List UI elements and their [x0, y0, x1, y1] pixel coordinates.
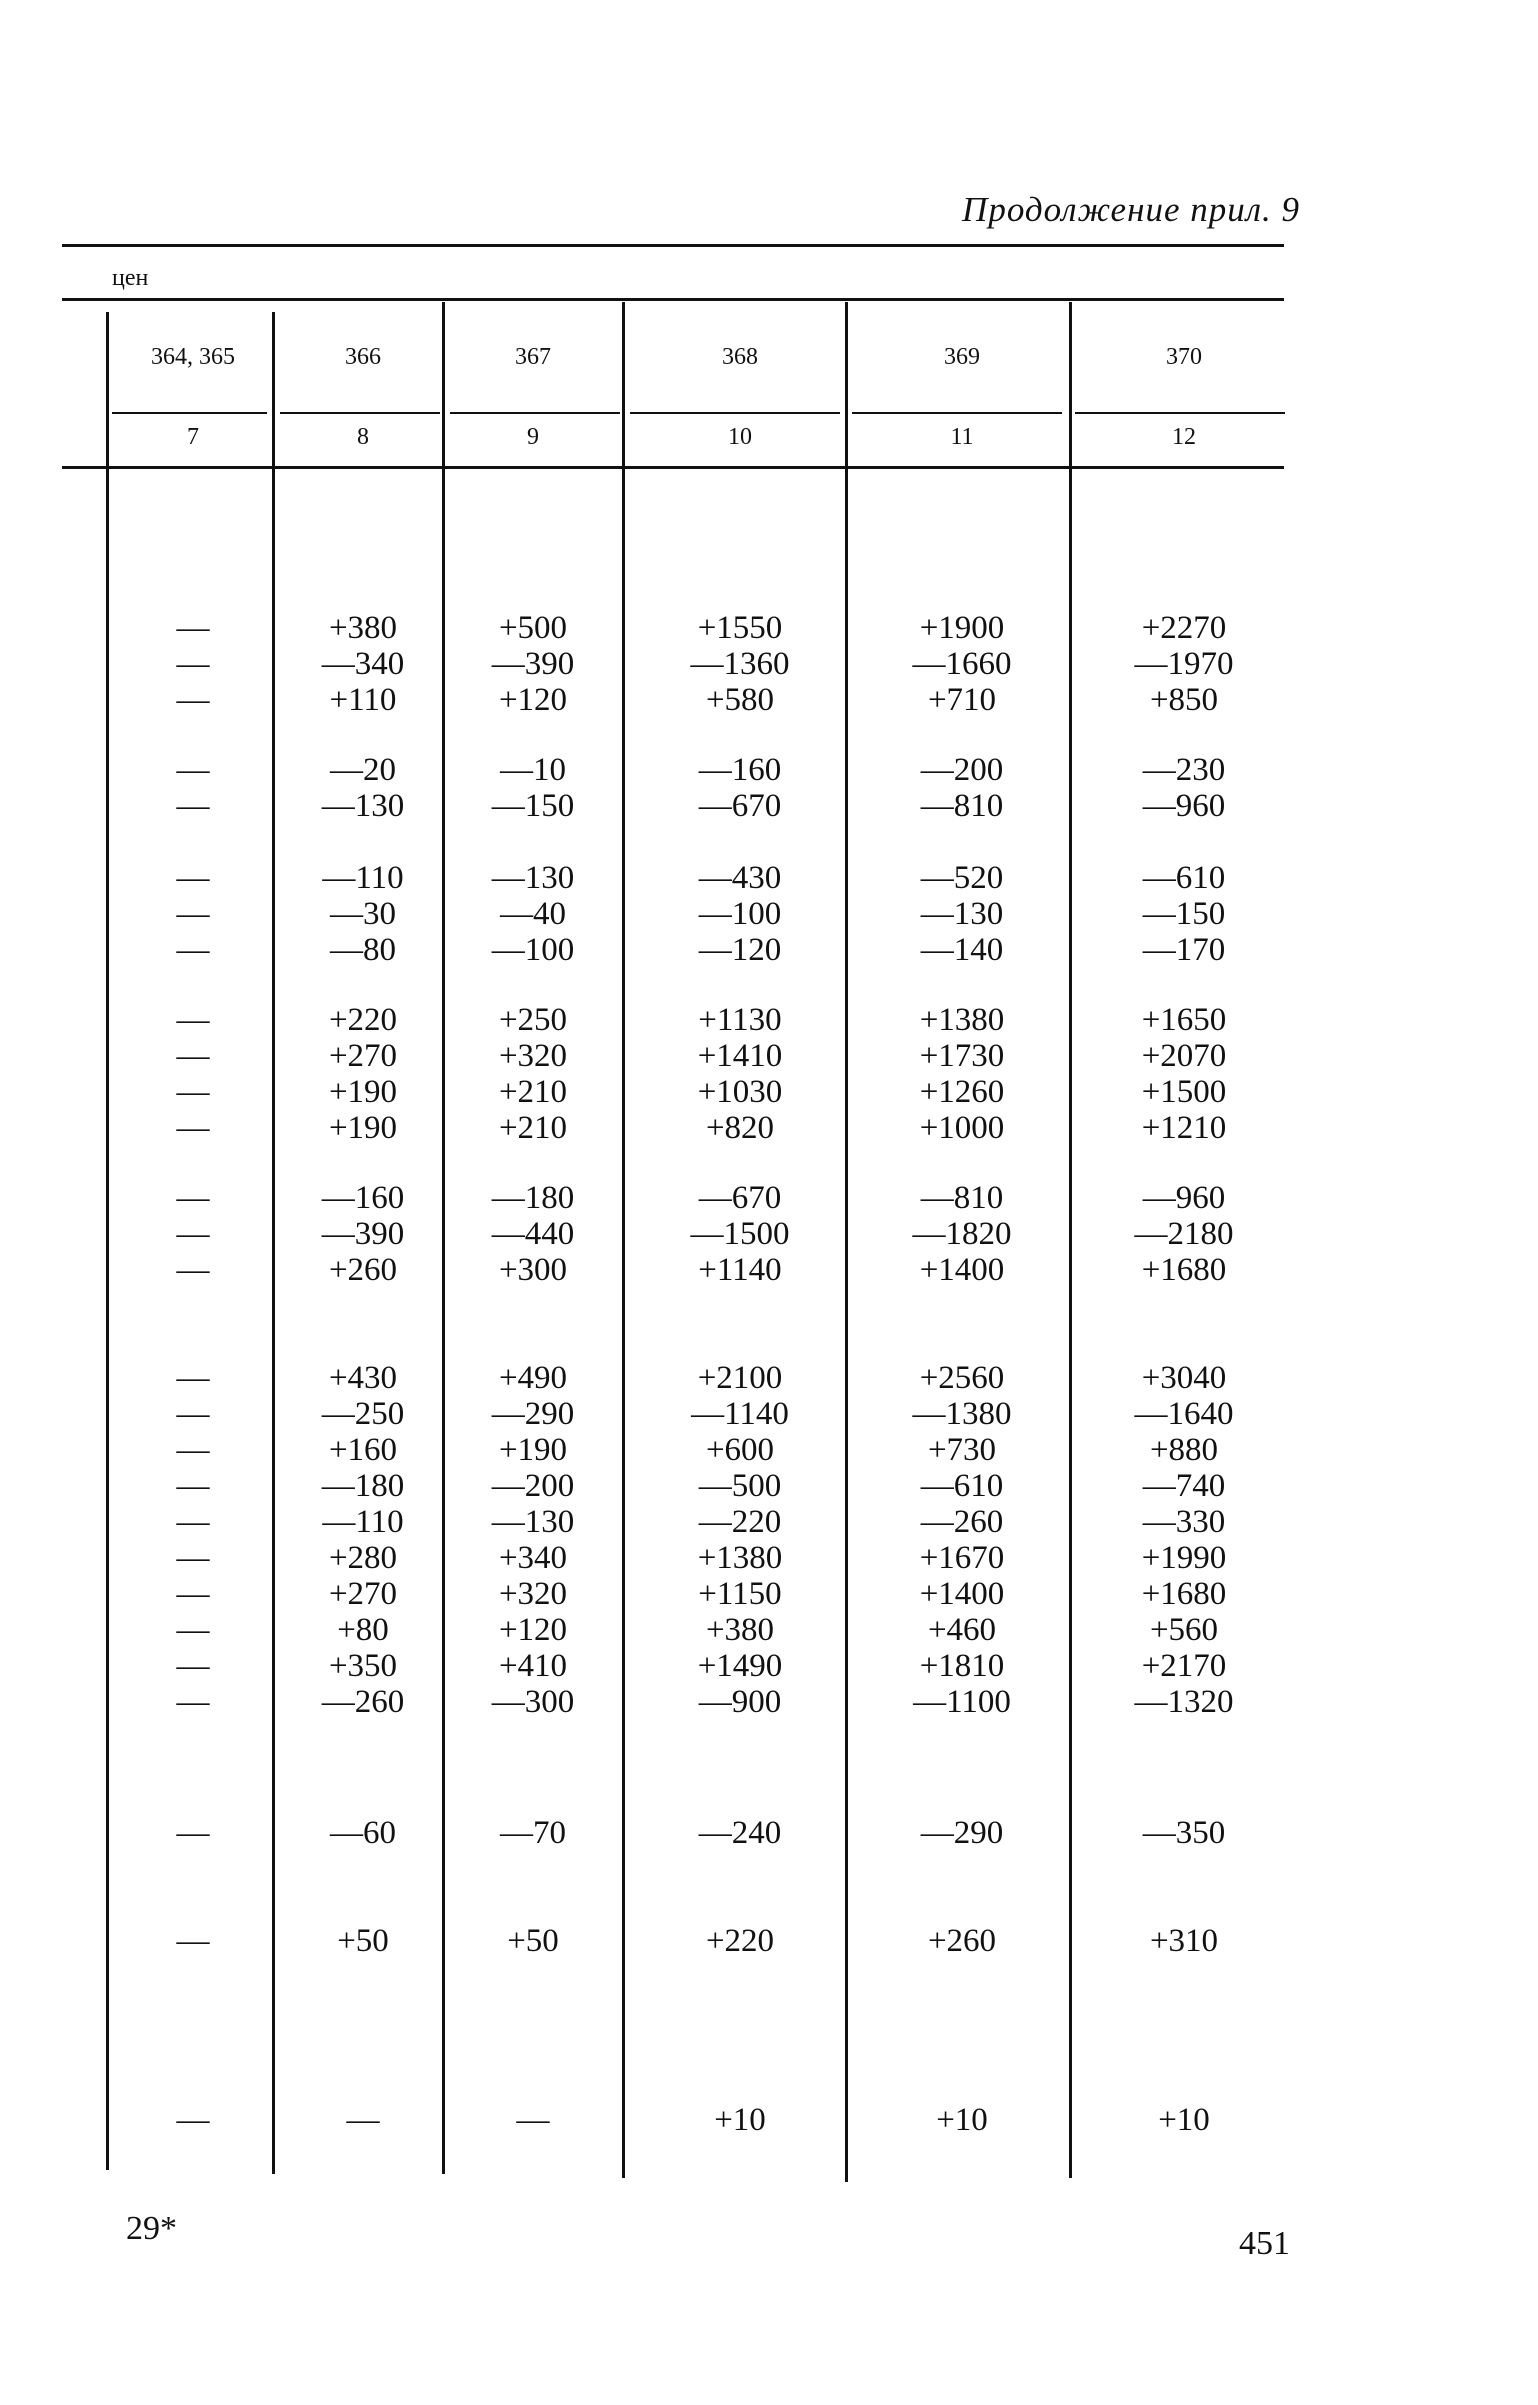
table-cell: +1410 [697, 1038, 783, 1074]
table-cell: +460 [927, 1612, 997, 1648]
column-number: 9 [527, 424, 539, 450]
table-cell: —670 [698, 788, 782, 824]
table-cell: +340 [498, 1540, 568, 1576]
header-rule [62, 298, 1284, 301]
table-cell: —290 [920, 1815, 1004, 1851]
table-cell: +10 [714, 2102, 766, 2138]
table-cell: —60 [330, 1815, 396, 1851]
left-border [106, 312, 109, 2170]
table-cell: +2100 [697, 1360, 783, 1396]
table-cell: —150 [491, 788, 575, 824]
table-cell: —390 [321, 1216, 405, 1252]
table-cell: +1900 [919, 610, 1005, 646]
table-cell: +880 [1149, 1432, 1219, 1468]
table-cell: — [176, 860, 210, 896]
table-cell: +1810 [919, 1648, 1005, 1684]
table-cell: —200 [920, 752, 1004, 788]
table-cell: —260 [920, 1504, 1004, 1540]
table-cell: —1500 [690, 1216, 790, 1252]
table-cell: —140 [920, 932, 1004, 968]
table-cell: +310 [1149, 1923, 1219, 1959]
signature-mark: 29* [126, 2210, 177, 2247]
table-cell: — [176, 1576, 210, 1612]
table-cell: +190 [328, 1074, 398, 1110]
table-cell: —100 [698, 896, 782, 932]
table-cell: — [176, 1432, 210, 1468]
table-cell: — [176, 932, 210, 968]
table-cell: — [176, 1360, 210, 1396]
table-cell: — [346, 2102, 380, 2138]
table-cell: +2070 [1141, 1038, 1227, 1074]
table-cell: +1680 [1141, 1576, 1227, 1612]
table-cell: —520 [920, 860, 1004, 896]
subheader-rule-2 [280, 412, 440, 414]
table-cell: —130 [491, 1504, 575, 1540]
table-cell: —130 [920, 896, 1004, 932]
table-cell: +260 [328, 1252, 398, 1288]
table-cell: —250 [321, 1396, 405, 1432]
table-cell: +2270 [1141, 610, 1227, 646]
table-cell: —150 [1142, 896, 1226, 932]
subheader-rule-5 [852, 412, 1062, 414]
table-cell: +210 [498, 1074, 568, 1110]
subheader-rule-3 [450, 412, 620, 414]
table-cell: +410 [498, 1648, 568, 1684]
table-cell: —330 [1142, 1504, 1226, 1540]
divider-4 [845, 302, 848, 2182]
table-cell: +580 [705, 682, 775, 718]
table-cell: +270 [328, 1038, 398, 1074]
table-cell: —810 [920, 788, 1004, 824]
table-cell: —100 [491, 932, 575, 968]
table-cell: — [176, 1504, 210, 1540]
table-cell: —610 [920, 1468, 1004, 1504]
column-number: 7 [187, 424, 199, 450]
table-cell: +260 [927, 1923, 997, 1959]
table-cell: —220 [698, 1504, 782, 1540]
table-cell: +190 [328, 1110, 398, 1146]
table-cell: — [176, 646, 210, 682]
table-cell: +710 [927, 682, 997, 718]
table-cell: +300 [498, 1252, 568, 1288]
table-cell: +270 [328, 1576, 398, 1612]
table-cell: +220 [705, 1923, 775, 1959]
table-cell: —300 [491, 1684, 575, 1720]
table-cell: +320 [498, 1576, 568, 1612]
table-cell: —40 [500, 896, 566, 932]
table-cell: +120 [498, 682, 568, 718]
table-cell: +560 [1149, 1612, 1219, 1648]
page-number: 451 [1239, 2225, 1290, 2262]
table-cell: — [176, 610, 210, 646]
table-cell: — [176, 1216, 210, 1252]
table-cell: —1380 [912, 1396, 1012, 1432]
table-cell: —260 [321, 1684, 405, 1720]
column-header: 370 [1166, 344, 1202, 370]
table-cell: —670 [698, 1180, 782, 1216]
table-cell: +120 [498, 1612, 568, 1648]
table-cell: — [176, 752, 210, 788]
column-number: 10 [728, 424, 752, 450]
table-cell: — [176, 788, 210, 824]
subheader-rule-1 [112, 412, 267, 414]
table-cell: —430 [698, 860, 782, 896]
table-cell: +1030 [697, 1074, 783, 1110]
table-cell: +10 [1158, 2102, 1210, 2138]
table-cell: —160 [321, 1180, 405, 1216]
table-cell: +50 [337, 1923, 389, 1959]
table-cell: +320 [498, 1038, 568, 1074]
table-cell: +1500 [1141, 1074, 1227, 1110]
column-header: 366 [345, 344, 381, 370]
table-cell: —70 [500, 1815, 566, 1851]
subheader-rule-6 [1075, 412, 1285, 414]
column-header: 368 [722, 344, 758, 370]
table-cell: —30 [330, 896, 396, 932]
subheader-rule-4 [630, 412, 840, 414]
table-cell: —1360 [690, 646, 790, 682]
table-cell: +210 [498, 1110, 568, 1146]
column-header: 367 [515, 344, 551, 370]
table-cell: —1320 [1134, 1684, 1234, 1720]
table-cell: —230 [1142, 752, 1226, 788]
table-cell: — [176, 1684, 210, 1720]
table-cell: +490 [498, 1360, 568, 1396]
table-cell: —1660 [912, 646, 1012, 682]
table-cell: +600 [705, 1432, 775, 1468]
table-cell: —960 [1142, 788, 1226, 824]
table-cell: — [176, 1540, 210, 1576]
table-cell: +1680 [1141, 1252, 1227, 1288]
table-cell: +1380 [919, 1002, 1005, 1038]
table-cell: +1150 [698, 1576, 782, 1612]
divider-5 [1069, 302, 1072, 2178]
table-cell: +3040 [1141, 1360, 1227, 1396]
table-cell: —120 [698, 932, 782, 968]
table-cell: —80 [330, 932, 396, 968]
top-rule [62, 244, 1284, 247]
table-cell: —240 [698, 1815, 782, 1851]
body-rule [62, 466, 1284, 469]
span-label: цен [112, 265, 149, 291]
table-cell: +220 [328, 1002, 398, 1038]
table-cell: —10 [500, 752, 566, 788]
table-cell: +280 [328, 1540, 398, 1576]
table-cell: — [176, 1923, 210, 1959]
table-cell: +50 [507, 1923, 559, 1959]
column-header: 369 [944, 344, 980, 370]
table-cell: —1820 [912, 1216, 1012, 1252]
table-cell: —170 [1142, 932, 1226, 968]
table-cell: —20 [330, 752, 396, 788]
table-cell: — [176, 1612, 210, 1648]
table-cell: —960 [1142, 1180, 1226, 1216]
table-cell: +1490 [697, 1648, 783, 1684]
table-cell: — [176, 1648, 210, 1684]
table-cell: — [176, 1468, 210, 1504]
table-cell: — [176, 1180, 210, 1216]
table-cell: —340 [321, 646, 405, 682]
table-cell: +350 [328, 1648, 398, 1684]
table-cell: +1650 [1141, 1002, 1227, 1038]
table-cell: —350 [1142, 1815, 1226, 1851]
table-cell: —740 [1142, 1468, 1226, 1504]
table-cell: +250 [498, 1002, 568, 1038]
table-cell: +380 [328, 610, 398, 646]
table-cell: — [176, 1110, 210, 1146]
table-cell: — [176, 1252, 210, 1288]
table-cell: +1400 [919, 1252, 1005, 1288]
table-cell: —130 [491, 860, 575, 896]
table-cell: —1640 [1134, 1396, 1234, 1432]
table-cell: —1970 [1134, 646, 1234, 682]
table-cell: —440 [491, 1216, 575, 1252]
table-cell: +1990 [1141, 1540, 1227, 1576]
table-cell: — [516, 2102, 550, 2138]
table-cell: +820 [705, 1110, 775, 1146]
table-cell: —390 [491, 646, 575, 682]
table-cell: +500 [498, 610, 568, 646]
table-cell: +850 [1149, 682, 1219, 718]
continuation-title: Продолжение прил. 9 [962, 190, 1300, 229]
table-cell: +2170 [1141, 1648, 1227, 1684]
table-cell: +1670 [919, 1540, 1005, 1576]
table-cell: +1140 [698, 1252, 782, 1288]
table-cell: +1210 [1141, 1110, 1227, 1146]
table-cell: +160 [328, 1432, 398, 1468]
table-cell: —160 [698, 752, 782, 788]
table-cell: +10 [936, 2102, 988, 2138]
table-cell: —1140 [691, 1396, 789, 1432]
table-cell: —110 [322, 860, 404, 896]
table-cell: +430 [328, 1360, 398, 1396]
table-cell: +1130 [698, 1002, 782, 1038]
table-cell: +380 [705, 1612, 775, 1648]
table-cell: —110 [322, 1504, 404, 1540]
table-cell: —500 [698, 1468, 782, 1504]
table-cell: —200 [491, 1468, 575, 1504]
table-cell: +730 [927, 1432, 997, 1468]
table-cell: —1100 [913, 1684, 1011, 1720]
table-cell: —810 [920, 1180, 1004, 1216]
column-header: 364, 365 [151, 344, 235, 370]
table-cell: +1260 [919, 1074, 1005, 1110]
table-cell: —290 [491, 1396, 575, 1432]
table-cell: — [176, 1396, 210, 1432]
table-cell: +1400 [919, 1576, 1005, 1612]
table-cell: +1730 [919, 1038, 1005, 1074]
table-cell: +80 [337, 1612, 389, 1648]
divider-3 [622, 302, 625, 2178]
table-cell: — [176, 1815, 210, 1851]
table-cell: +1000 [919, 1110, 1005, 1146]
column-number: 8 [357, 424, 369, 450]
table-cell: —180 [321, 1468, 405, 1504]
table-cell: +1380 [697, 1540, 783, 1576]
table-cell: —2180 [1134, 1216, 1234, 1252]
table-cell: —610 [1142, 860, 1226, 896]
table-cell: — [176, 1074, 210, 1110]
table-cell: —180 [491, 1180, 575, 1216]
table-cell: +2560 [919, 1360, 1005, 1396]
table-cell: — [176, 682, 210, 718]
table-cell: — [176, 1038, 210, 1074]
table-cell: —130 [321, 788, 405, 824]
table-cell: — [176, 2102, 210, 2138]
column-number: 12 [1172, 424, 1196, 450]
table-cell: +190 [498, 1432, 568, 1468]
table-cell: — [176, 896, 210, 932]
table-cell: +110 [329, 682, 397, 718]
column-number: 11 [950, 424, 974, 450]
table-cell: +1550 [697, 610, 783, 646]
table-cell: — [176, 1002, 210, 1038]
table-cell: —900 [698, 1684, 782, 1720]
